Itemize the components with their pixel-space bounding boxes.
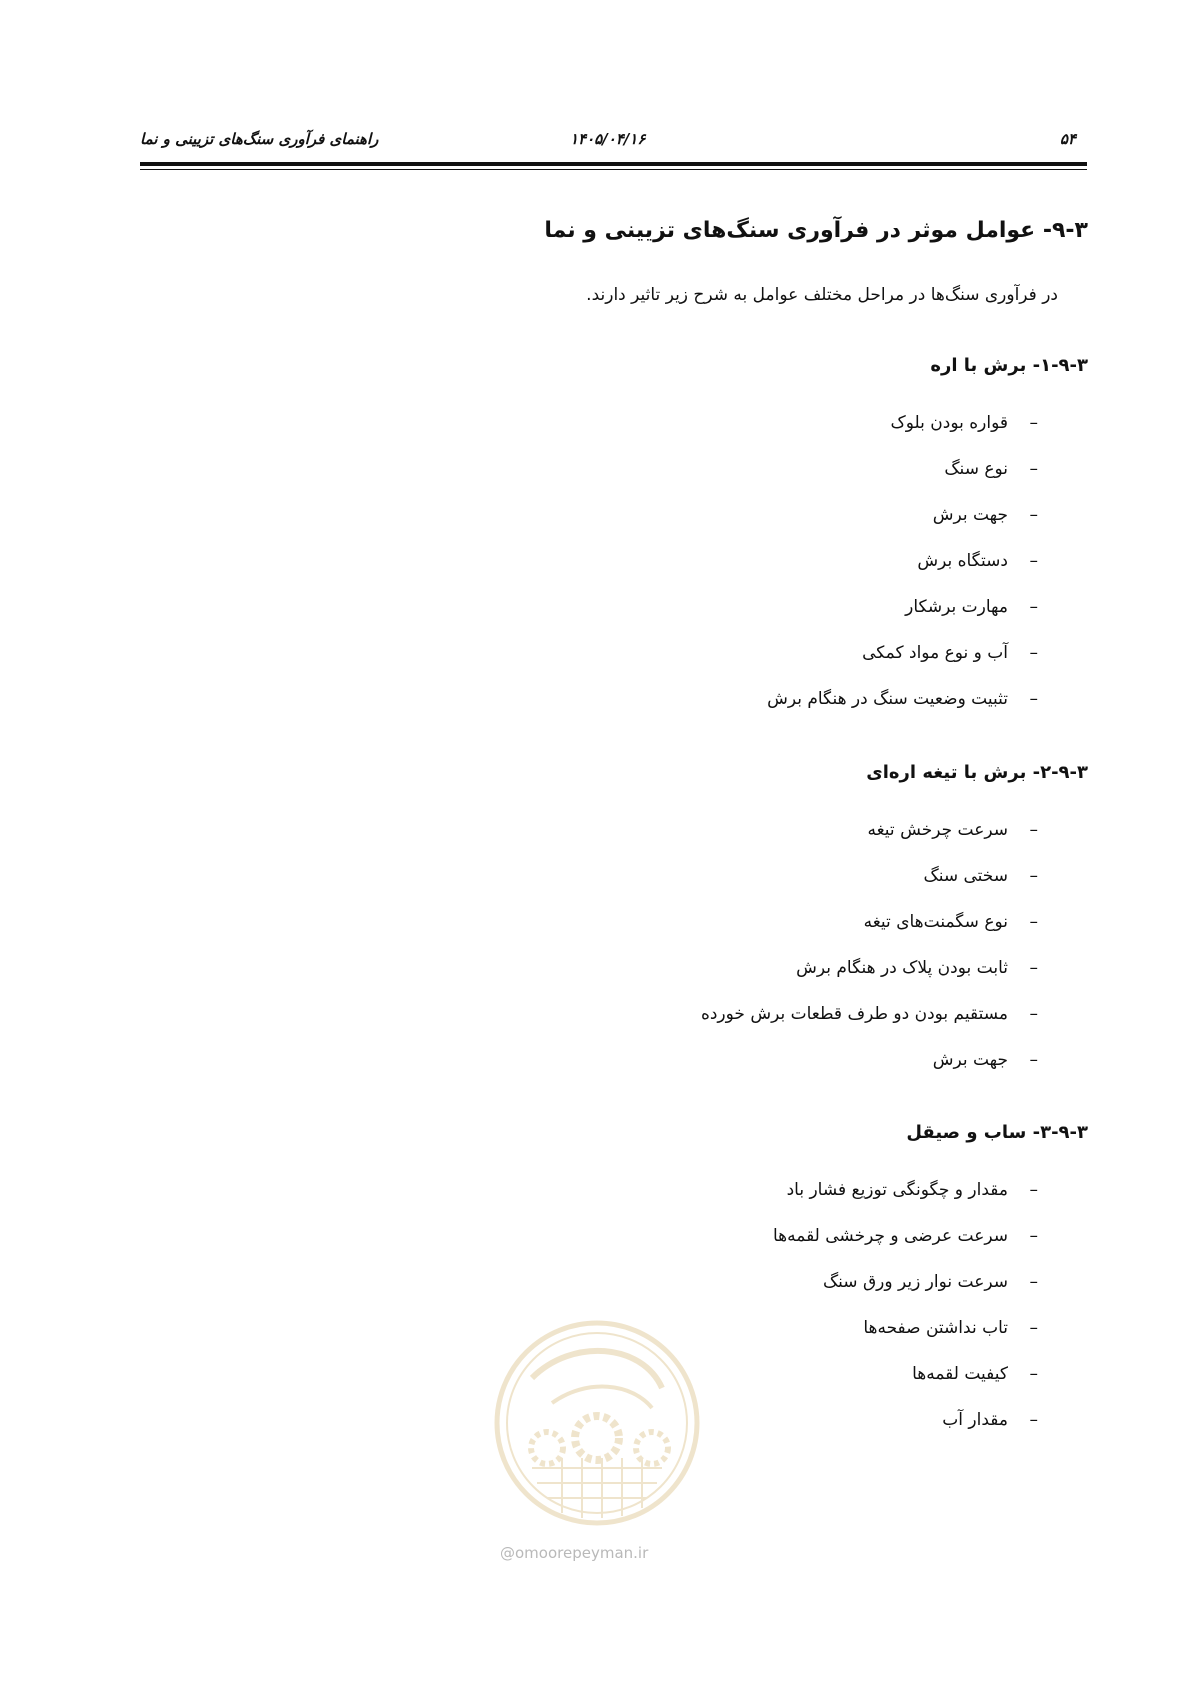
bullet-list — [767, 408, 1038, 730]
list-item-text: تاب نداشتن صفحه‌ها — [863, 1318, 1008, 1338]
list-item-text: سرعت چرخش تیغه — [867, 820, 1008, 840]
list-item-text: جهت برش — [932, 1050, 1008, 1070]
list-item — [767, 408, 1038, 454]
list-item-text: مهارت برشکار — [905, 597, 1008, 617]
dash-marker: – — [1029, 1226, 1038, 1246]
list-item-text: دستگاه برش — [917, 551, 1008, 571]
list-item — [701, 907, 1038, 953]
dash-marker: – — [1029, 1180, 1038, 1200]
subsection-heading: ۲-۹-۳- برش با تیغه اره‌ای — [866, 762, 1088, 783]
dash-marker: – — [1029, 413, 1038, 433]
dash-marker: – — [1029, 597, 1038, 617]
page-number: ۵۴ — [1059, 130, 1076, 148]
list-item — [767, 684, 1038, 730]
bullet-list — [701, 815, 1038, 1091]
dash-marker: – — [1029, 689, 1038, 709]
list-item — [773, 1313, 1038, 1359]
list-item-text: قواره بودن بلوک — [890, 413, 1008, 433]
list-item — [701, 1045, 1038, 1091]
list-item-text: نوع سنگ — [944, 459, 1008, 479]
dash-marker: – — [1029, 551, 1038, 571]
watermark-logo-icon — [492, 1318, 702, 1528]
list-item-text: سرعت نوار زیر ورق سنگ — [822, 1272, 1008, 1292]
dash-marker: – — [1029, 820, 1038, 840]
list-item — [767, 638, 1038, 684]
list-item-text: تثبیت وضعیت سنگ در هنگام برش — [767, 689, 1008, 709]
list-item — [767, 500, 1038, 546]
list-item-text: کیفیت لقمه‌ها — [912, 1364, 1008, 1384]
section-intro: در فرآوری سنگ‌ها در مراحل مختلف عوامل به شرح زیر تاثیر دارند. — [586, 285, 1058, 305]
watermark-site-text: @omoorepeyman.ir — [500, 1544, 649, 1562]
dash-marker: – — [1029, 1364, 1038, 1384]
list-item — [773, 1359, 1038, 1405]
list-item — [701, 861, 1038, 907]
list-item-text: مستقیم بودن دو طرف قطعات برش خورده — [700, 1004, 1008, 1024]
list-item — [701, 999, 1038, 1045]
dash-marker: – — [1029, 505, 1038, 525]
bullet-list — [773, 1175, 1038, 1451]
list-item — [773, 1175, 1038, 1221]
list-item-text: جهت برش — [932, 505, 1008, 525]
header-rule-thin — [140, 169, 1087, 170]
list-item — [767, 592, 1038, 638]
running-header-title: راهنمای فرآوری سنگ‌های تزیینی و نما — [140, 130, 379, 148]
list-item — [773, 1221, 1038, 1267]
dash-marker: – — [1029, 912, 1038, 932]
list-item — [701, 815, 1038, 861]
subsection-heading: ۳-۹-۳- ساب و صیقل — [906, 1122, 1088, 1143]
list-item-text: نوع سگمنت‌های تیغه — [863, 912, 1008, 932]
dash-marker: – — [1029, 643, 1038, 663]
subsection-heading: ۱-۹-۳- برش با اره — [930, 355, 1088, 376]
section-heading: ۹-۳- عوامل موثر در فرآوری سنگ‌های تزیینی و نما — [544, 218, 1088, 243]
list-item — [701, 953, 1038, 999]
list-item — [773, 1267, 1038, 1313]
dash-marker: – — [1029, 958, 1038, 978]
list-item-text: مقدار آب — [942, 1410, 1008, 1430]
list-item-text: سختی سنگ — [923, 866, 1008, 886]
dash-marker: – — [1029, 1050, 1038, 1070]
dash-marker: – — [1029, 1410, 1038, 1430]
header-date: ۱۴۰۵/۰۴/۱۶ — [570, 130, 646, 148]
dash-marker: – — [1029, 459, 1038, 479]
list-item-text: سرعت عرضی و چرخشی لقمه‌ها — [772, 1226, 1008, 1246]
dash-marker: – — [1029, 1004, 1038, 1024]
list-item-text: مقدار و چگونگی توزیع فشار باد — [786, 1180, 1008, 1200]
list-item-text: آب و نوع مواد کمکی — [862, 643, 1008, 663]
dash-marker: – — [1029, 1318, 1038, 1338]
header-rule-thick — [140, 162, 1087, 166]
list-item-text: ثابت بودن پلاک در هنگام برش — [796, 958, 1008, 978]
dash-marker: – — [1029, 866, 1038, 886]
list-item — [773, 1405, 1038, 1451]
list-item — [767, 454, 1038, 500]
dash-marker: – — [1029, 1272, 1038, 1292]
list-item — [767, 546, 1038, 592]
